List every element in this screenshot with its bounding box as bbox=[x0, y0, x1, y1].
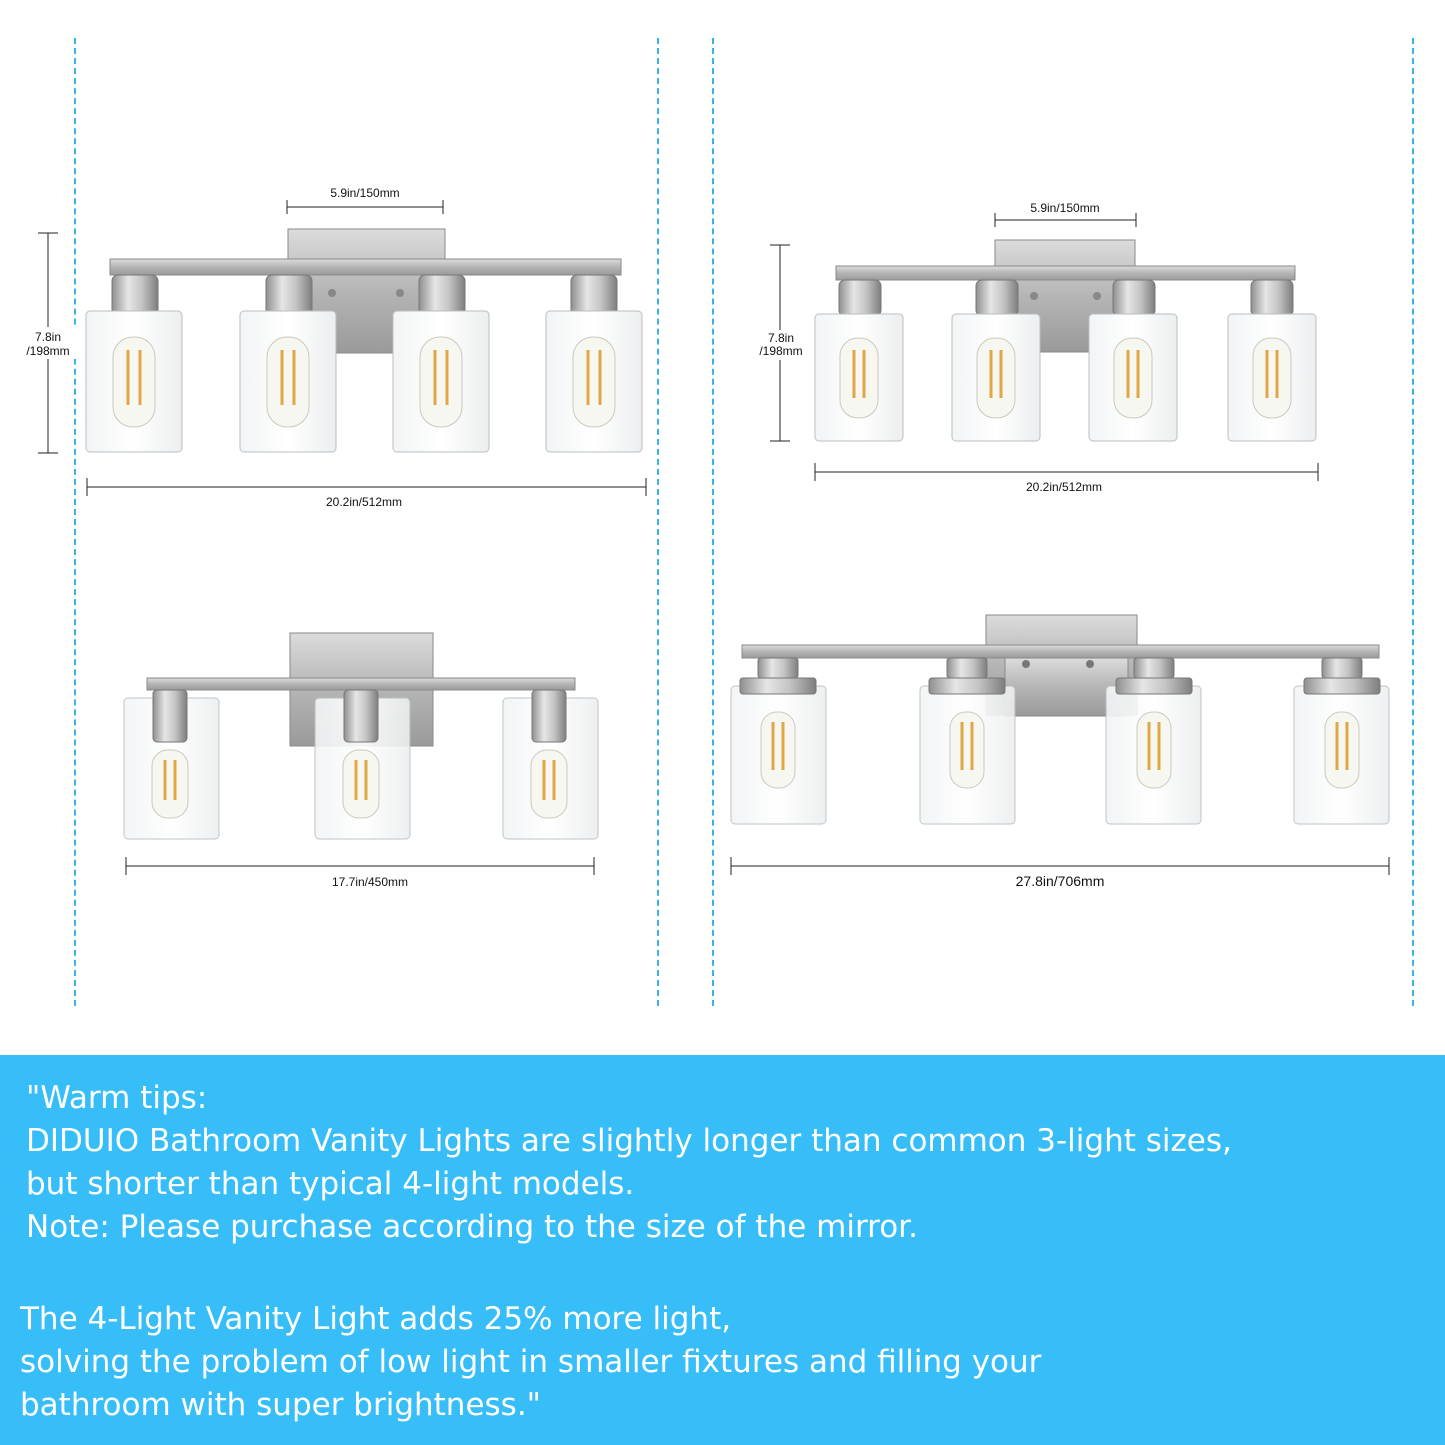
tip-line-3: but shorter than typical 4-light models. bbox=[26, 1166, 635, 1202]
shade-d1 bbox=[731, 658, 826, 824]
shade-c2 bbox=[315, 690, 410, 839]
shade-c3 bbox=[503, 690, 598, 839]
spacing-label-a: 5.9in/150mm bbox=[330, 186, 400, 200]
width-label-a: 20.2in/512mm bbox=[325, 495, 403, 509]
tips-panel bbox=[0, 1055, 1445, 1445]
spacing-label-b: 5.9in/150mm bbox=[1030, 201, 1100, 215]
fixture-four-light-a bbox=[20, 186, 646, 509]
height-dimension-a bbox=[20, 233, 76, 453]
shade-a1 bbox=[86, 275, 182, 452]
note-line-1: The 4-Light Vanity Light adds 25% more light, bbox=[20, 1301, 732, 1337]
width-dimension-c bbox=[126, 857, 594, 889]
height-label-a-line1: 7.8in bbox=[34, 330, 62, 344]
tip-line-4: Note: Please purchase according to the size of the mirror. bbox=[26, 1209, 918, 1245]
shade-d2 bbox=[920, 658, 1015, 824]
spacing-dimension-b bbox=[995, 201, 1136, 227]
shade-d3 bbox=[1106, 658, 1201, 824]
note-line-2: solving the problem of low light in smaller fixtures and filling your bbox=[20, 1344, 1042, 1380]
tip-line-1: "Warm tips: bbox=[26, 1080, 208, 1116]
width-label-b: 20.2in/512mm bbox=[1025, 480, 1103, 494]
shade-c1 bbox=[124, 690, 219, 839]
brightness-note-block bbox=[20, 1298, 1041, 1427]
width-dimension-b bbox=[815, 463, 1318, 494]
fixture-three-light bbox=[124, 633, 598, 889]
width-dimension-d bbox=[731, 857, 1389, 889]
shade-b4 bbox=[1228, 280, 1316, 441]
spacing-dimension-a bbox=[287, 186, 443, 214]
height-dimension-b bbox=[754, 245, 808, 441]
width-label-c: 17.7in/450mm bbox=[331, 875, 409, 889]
shade-b1 bbox=[815, 280, 903, 441]
shade-a4 bbox=[546, 275, 642, 452]
warm-tips-block bbox=[26, 1077, 1232, 1249]
height-label-b-line2: /198mm bbox=[759, 344, 803, 358]
fixture-four-light-b bbox=[754, 201, 1318, 494]
fixture-four-light-long bbox=[731, 615, 1389, 889]
shade-d4 bbox=[1294, 658, 1389, 824]
tip-line-2: DIDUIO Bathroom Vanity Lights are slightly longer than common 3-light sizes, bbox=[26, 1123, 1232, 1159]
width-dimension-a bbox=[87, 478, 646, 509]
width-label-d: 27.8in/706mm bbox=[1015, 873, 1105, 889]
height-label-a-line2: /198mm bbox=[26, 344, 70, 358]
height-label-b-line1: 7.8in bbox=[767, 331, 795, 345]
note-line-3: bathroom with super brightness." bbox=[20, 1387, 541, 1423]
